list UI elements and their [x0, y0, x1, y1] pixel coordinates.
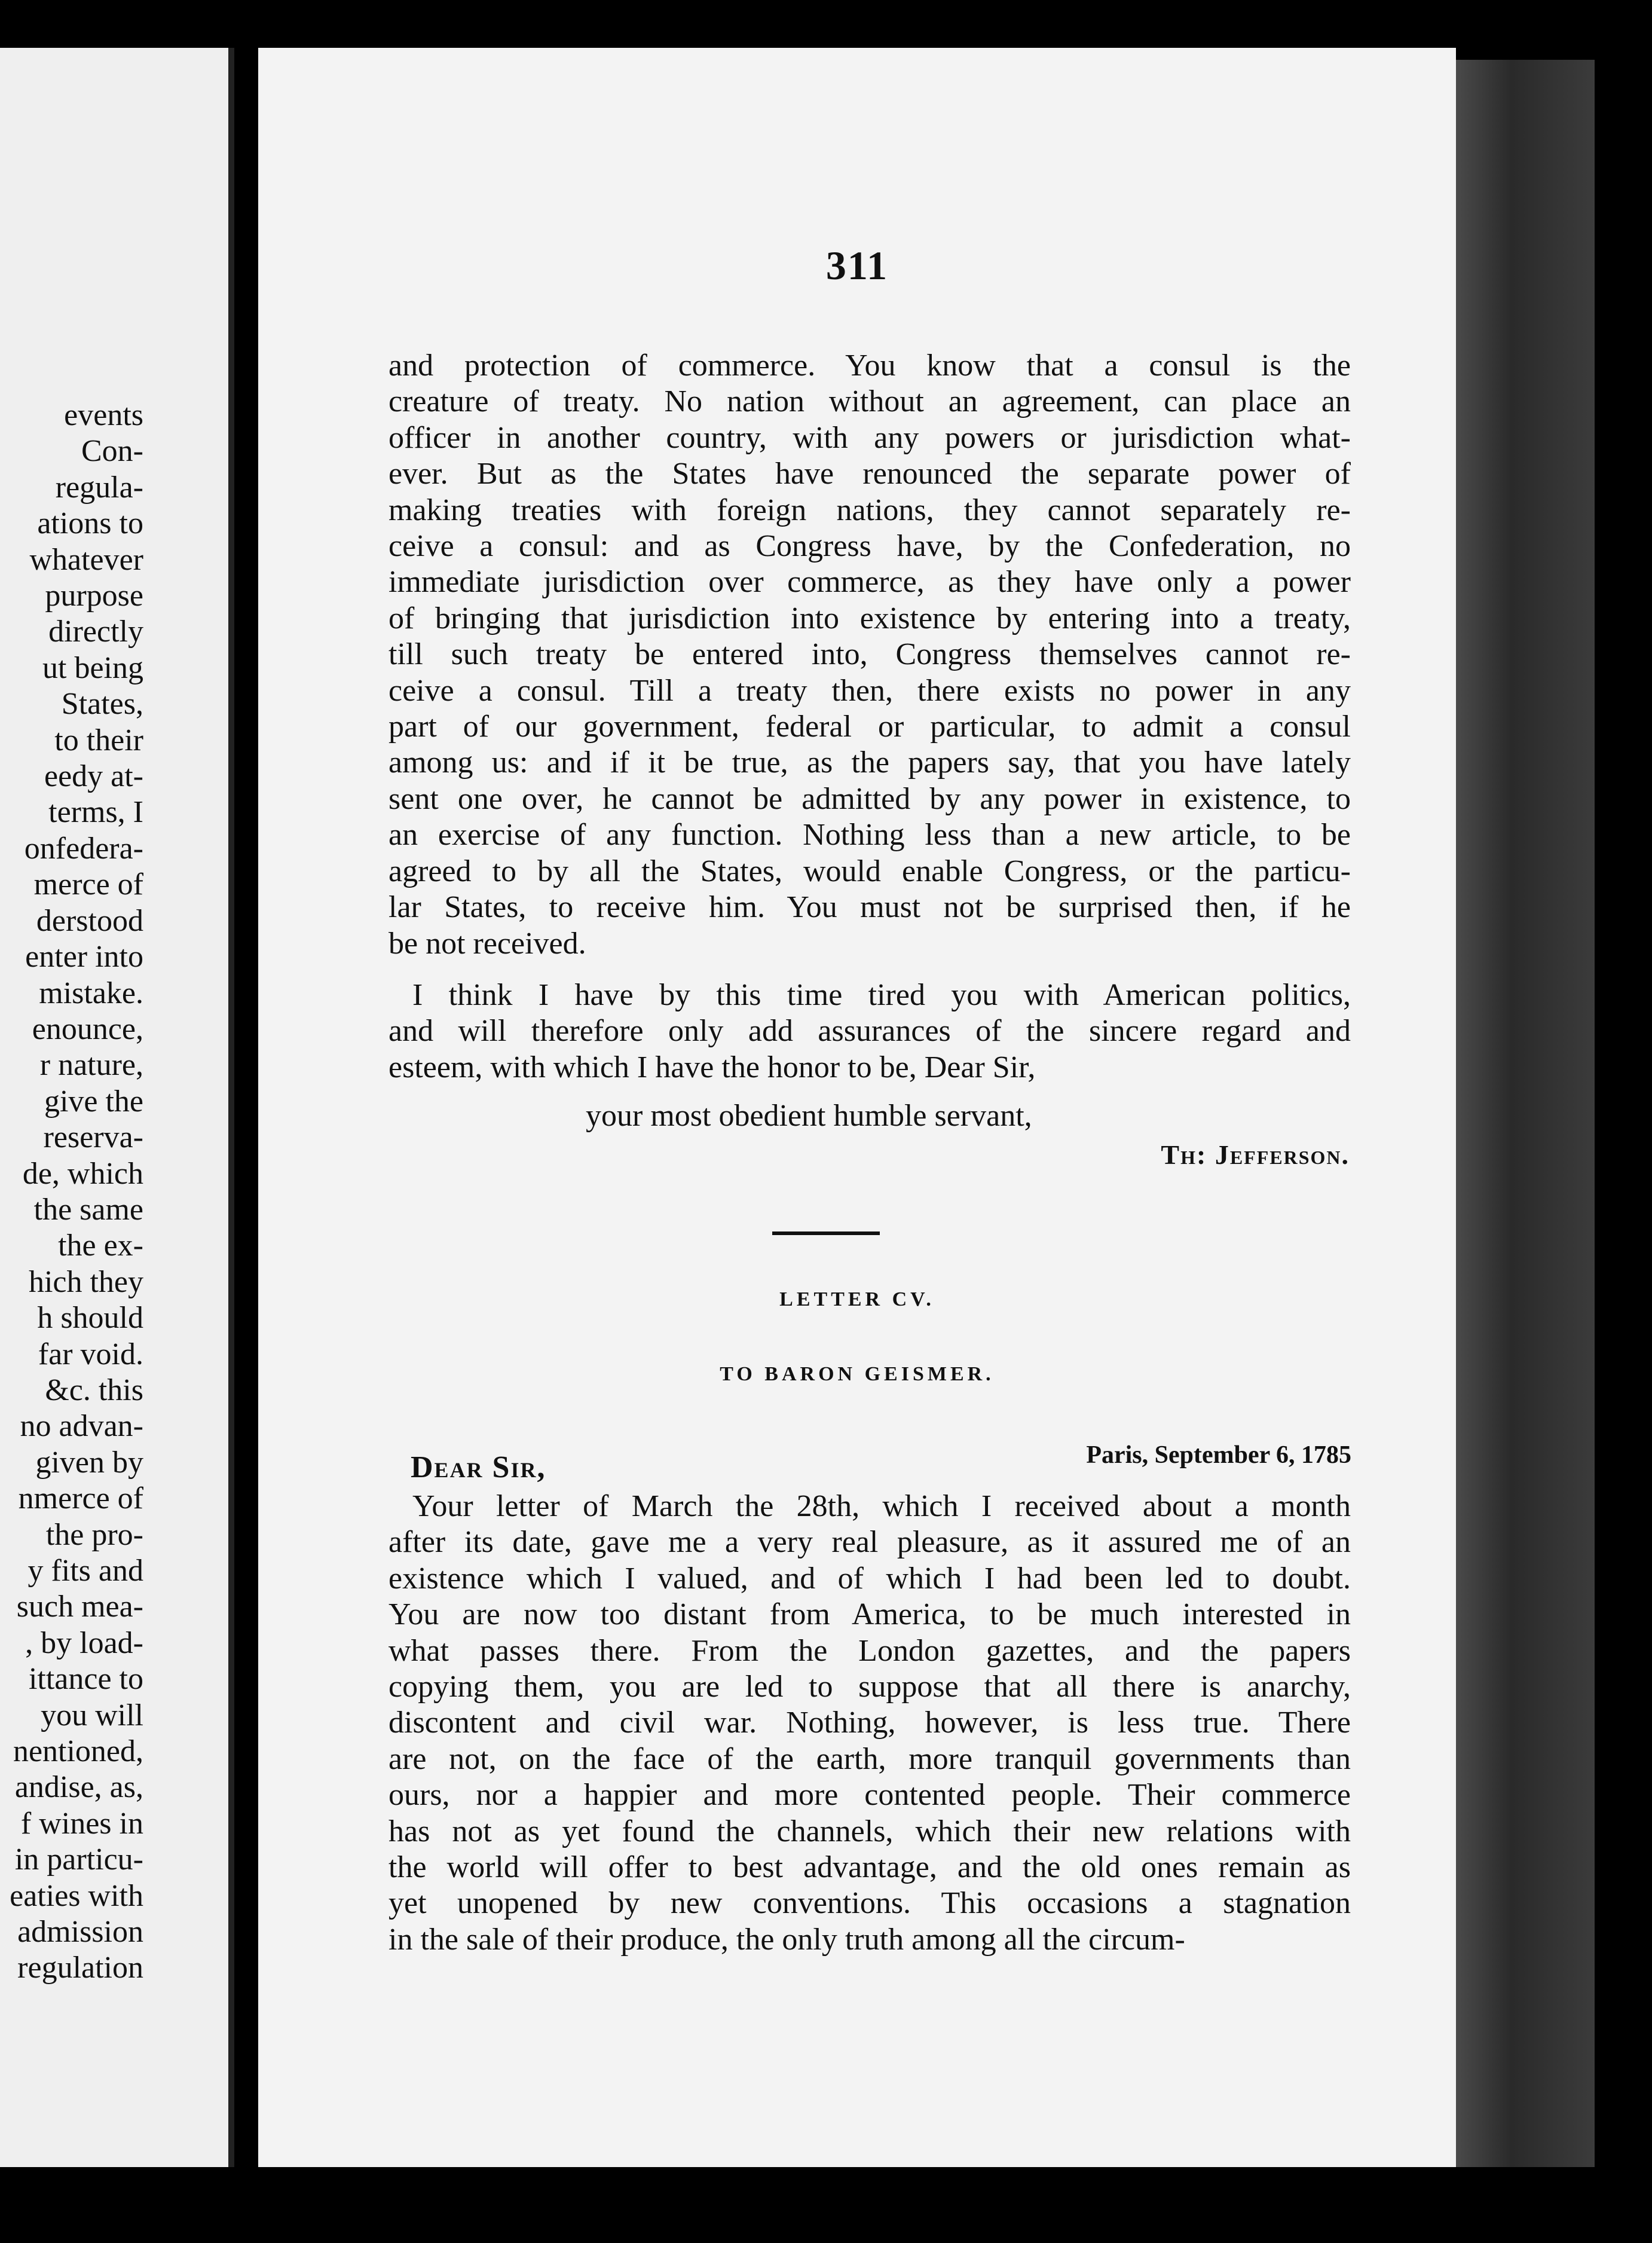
left-page-line: , by load-: [25, 1625, 143, 1660]
left-page-line: h should: [37, 1301, 143, 1336]
text-line: ever. But as the States have renounced the separate power of: [388, 457, 1351, 491]
left-page-line: ations to: [37, 506, 143, 541]
paragraph-letter-body: [388, 1489, 1351, 1958]
left-page-line: r nature,: [39, 1048, 143, 1083]
letter-dateline: Paris, September 6, 1785: [1086, 1441, 1351, 1469]
text-line: and protection of commerce. You know that a consul is the: [388, 349, 1351, 383]
text-line: copying them, you are led to suppose that all there is anarchy,: [388, 1670, 1351, 1704]
text-line: ceive a consul: and as Congress have, by the Confederation, no: [388, 529, 1351, 564]
left-page-line: admission: [17, 1915, 143, 1949]
salutation: Dear Sir,: [411, 1450, 546, 1484]
paragraph-continued: [388, 348, 1351, 962]
text-line: be not received.: [388, 926, 586, 961]
book-gutter: [228, 48, 234, 2167]
left-page-line: give the: [44, 1084, 143, 1119]
text-line: among us: and if it be true, as the papers say, that you have lately: [388, 745, 1351, 780]
right-page: [258, 48, 1456, 2167]
text-line: and will therefore only add assurances of the sincere regard and: [388, 1014, 1351, 1049]
left-page-line: States,: [61, 687, 143, 722]
text-line: immediate jurisdiction over commerce, as they have only a power: [388, 565, 1351, 600]
left-page-line: ut being: [42, 650, 143, 685]
left-page-line: events: [64, 398, 143, 432]
left-page-line: given by: [35, 1445, 143, 1480]
text-line: officer in another country, with any powers or jurisdiction what-: [388, 420, 1351, 455]
left-page-line: terms, I: [48, 795, 143, 830]
text-line: ours, nor a happier and more contented people. Their commerce: [388, 1778, 1351, 1813]
signature: Th: Jefferson.: [1161, 1139, 1350, 1170]
left-page-line: de, which: [22, 1156, 143, 1191]
paragraph-closing-remarks: [388, 977, 1351, 1086]
left-page-line: whatever: [29, 542, 143, 577]
left-page-line: eaties with: [10, 1878, 143, 1913]
text-line: discontent and civil war. Nothing, however, is less true. There: [388, 1706, 1351, 1740]
text-line: existence which I valued, and of which I had been led to doubt.: [388, 1561, 1351, 1596]
text-line: in the sale of their produce, the only truth among all the circum-: [388, 1922, 1185, 1957]
text-line: yet unopened by new conventions. This occasions a stagnation: [388, 1886, 1351, 1921]
left-page-line: y fits and: [27, 1554, 143, 1588]
text-line: what passes there. From the London gazettes, and the papers: [388, 1633, 1351, 1668]
left-page-line: directly: [48, 615, 143, 649]
left-page-line: hich they: [28, 1264, 143, 1299]
left-page-line: far void.: [38, 1337, 143, 1371]
left-page-line: &c. this: [45, 1373, 143, 1407]
left-page-line: to their: [54, 723, 143, 757]
left-page-line: nentioned,: [13, 1734, 143, 1769]
text-line: creature of treaty. No nation without an agreement, can place an: [388, 384, 1351, 419]
left-page-line: reserva-: [43, 1120, 143, 1155]
left-page-line: enter into: [25, 940, 143, 974]
page-number: 311: [825, 243, 889, 288]
left-page-line: the ex-: [58, 1229, 143, 1263]
left-page-line: in particu-: [14, 1842, 143, 1877]
letter-heading: LETTER CV.: [779, 1288, 935, 1310]
text-line: of bringing that jurisdiction into existence by entering into a treaty,: [388, 601, 1351, 635]
text-line: agreed to by all the States, would enable Congress, or the particu-: [388, 854, 1351, 888]
text-line: till such treaty be entered into, Congress themselves cannot re-: [388, 637, 1351, 672]
left-page-line: eedy at-: [44, 759, 143, 794]
text-line: lar States, to receive him. You must not be surprised then, if he: [388, 890, 1351, 925]
left-page-line: the same: [33, 1192, 143, 1227]
left-page-line: no advan-: [20, 1409, 143, 1444]
text-line: after its date, gave me a very real pleasure, as it assured me of an: [388, 1525, 1351, 1560]
left-page-line: andise, as,: [14, 1770, 143, 1805]
text-line: ceive a consul. Till a treaty then, there exists no power in any: [388, 673, 1351, 708]
text-line: esteem, with which I have the honor to be, Dear Sir,: [388, 1050, 1036, 1084]
text-line: the world will offer to best advantage, and the old ones remain as: [388, 1850, 1351, 1885]
left-page-text-fragments: [0, 398, 143, 1987]
text-line: an exercise of any function. Nothing less than a new article, to be: [388, 818, 1351, 852]
text-line: has not as yet found the channels, which their new relations with: [388, 1814, 1351, 1848]
text-line: I think I have by this time tired you with American politics,: [412, 978, 1351, 1012]
left-page-line: the pro-: [45, 1517, 143, 1552]
left-page-line: merce of: [33, 867, 143, 902]
left-page-line: Con-: [81, 434, 143, 469]
text-line: part of our government, federal or particular, to admit a consul: [388, 710, 1351, 744]
left-page-line: regulation: [17, 1951, 143, 1985]
left-page-line: ittance to: [28, 1662, 143, 1697]
left-page-line: derstood: [36, 903, 143, 938]
text-line: making treaties with foreign nations, they cannot separately re-: [388, 493, 1351, 527]
page-edge-stack: [1456, 60, 1595, 2167]
left-page-line: regula-: [55, 470, 143, 505]
left-page-line: onfedera-: [24, 831, 143, 866]
section-divider: [772, 1231, 880, 1235]
left-facing-page: [0, 48, 234, 2167]
letter-recipient: TO BARON GEISMER.: [720, 1363, 995, 1385]
left-page-line: you will: [41, 1698, 143, 1732]
left-page-line: f wines in: [20, 1806, 143, 1841]
text-line: You are now too distant from America, to be much interested in: [388, 1597, 1351, 1632]
left-page-line: nmerce of: [18, 1481, 143, 1516]
text-line: are not, on the face of the earth, more tranquil governments than: [388, 1741, 1351, 1776]
left-page-line: purpose: [45, 579, 143, 613]
complimentary-close: your most obedient humble servant,: [586, 1099, 1032, 1133]
left-page-line: mistake.: [39, 976, 143, 1010]
text-line: Your letter of March the 28th, which I received about a month: [412, 1489, 1351, 1523]
left-page-line: such mea-: [16, 1590, 143, 1624]
left-page-line: enounce,: [32, 1012, 143, 1046]
text-line: sent one over, he cannot be admitted by any power in existence, to: [388, 781, 1351, 816]
